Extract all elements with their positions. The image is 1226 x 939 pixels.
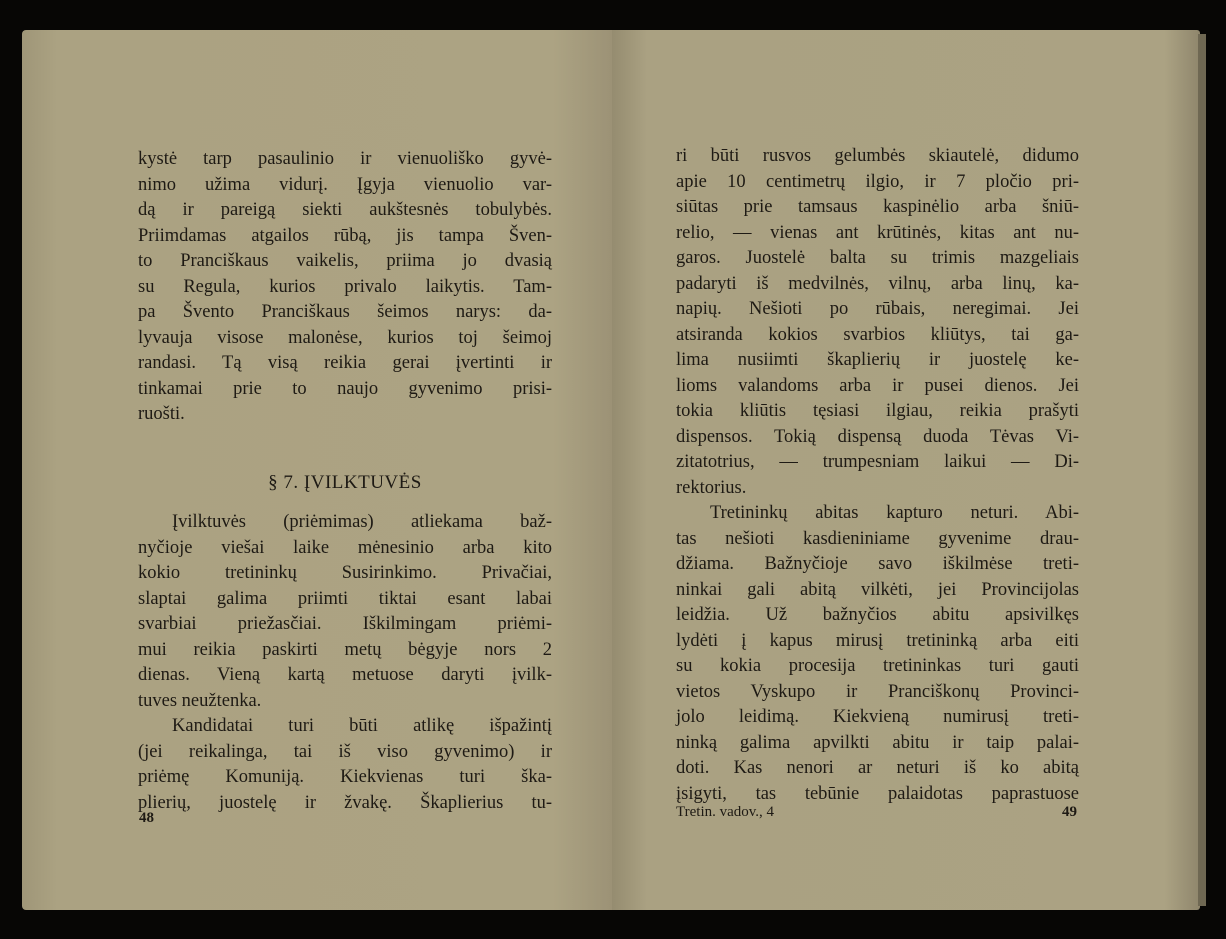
text-line: ruošti. <box>138 404 185 424</box>
text-line: lima nusiimti škaplierių ir juostelę ke- <box>676 350 1079 370</box>
text-line: napių. Nešioti po rūbais, neregimai. Jei <box>676 299 1079 319</box>
text-line: siūtas prie tamsaus kaspinėlio arba šniū- <box>676 197 1079 217</box>
printer-signature: Tretin. vadov., 4 <box>676 804 775 820</box>
text-line: plierių, juostelę ir žvakę. Škaplierius tu- <box>138 792 552 813</box>
section-heading: § 7. ĮVILKTUVĖS <box>268 471 422 493</box>
text-line: mui reikia paskirti metų bėgyje nors 2 <box>138 639 552 660</box>
text-line: lyvauja visose malonėse, kurios toj šeimoj <box>138 327 552 348</box>
text-line: nyčioje viešai laike mėnesinio arba kito <box>138 537 552 558</box>
text-line: dienas. Vieną kartą metuose daryti įvilk- <box>138 665 552 685</box>
text-line: tuves neužtenka. <box>138 690 262 711</box>
book-edge <box>1198 34 1206 906</box>
text-line: garos. Juostelė balta su trimis mazgeliais <box>676 248 1079 268</box>
text-line: rektorius. <box>676 477 747 498</box>
paragraph <box>138 510 552 714</box>
right-page <box>612 30 1200 910</box>
text-line: tokia kliūtis tęsiasi ilgiau, reikia prašyti <box>676 401 1079 421</box>
paragraph <box>138 147 552 428</box>
text-line: su Regula, kurios privalo laikytis. Tam- <box>138 276 552 297</box>
text-line: lydėti į kapus mirusį tretininką arba eiti <box>676 630 1079 651</box>
text-line: to Pranciškaus vaikelis, priima jo dvasią <box>138 251 552 271</box>
text-line: jolo leidimą. Kiekvieną numirusį treti- <box>676 707 1079 727</box>
text-line: lioms valandoms arba ir pusei dienos. Jei <box>676 375 1079 396</box>
text-line: Priimdamas atgailos rūbą, jis tampa Šven- <box>138 225 552 246</box>
text-line: Tretininkų abitas kapturo neturi. Abi- <box>710 503 1079 523</box>
left-page <box>22 30 612 910</box>
left-page-text <box>138 147 552 816</box>
text-line: apie 10 centimetrų ilgio, ir 7 pločio pri- <box>676 171 1079 192</box>
text-line: slaptai galima priimti tiktai esant labai <box>138 588 552 609</box>
text-line: kystė tarp pasaulinio ir vienuoliško gyvė- <box>138 149 552 169</box>
text-line: relio, — vienas ant krūtinės, kitas ant nu- <box>676 222 1079 243</box>
text-line: džiama. Bažnyčioje savo iškilmėse treti- <box>676 554 1079 574</box>
text-line: doti. Kas nenori ar neturi iš ko abitą <box>676 758 1079 778</box>
right-page-text <box>676 144 1079 807</box>
page-number: 49 <box>1062 804 1077 820</box>
text-line: ninkai gali abitą vilkėti, jei Provincijolas <box>676 579 1079 600</box>
text-line: ninką galima apvilkti abitu ir taip palai- <box>676 732 1079 753</box>
text-line: Įvilktuvės (priėmimas) atliekama baž- <box>172 512 552 532</box>
text-line: kokio tretininkų Susirinkimo. Privačiai, <box>138 563 552 583</box>
text-line: svarbiai priežasčiai. Iškilmingam priėmi- <box>138 614 552 634</box>
text-line: padaryti iš medvilnės, vilnų, arba linų, ka- <box>676 273 1079 294</box>
text-line: leidžia. Už bažnyčios abitu apsivilkęs <box>676 605 1079 625</box>
text-line: atsiranda kokios svarbios kliūtys, tai ga- <box>676 324 1079 345</box>
text-line: Kandidatai turi būti atlikę išpažintį <box>172 716 552 736</box>
text-line: nimo užima vidurį. Įgyja vienuolio var- <box>138 174 552 195</box>
paragraph <box>676 144 1079 501</box>
text-line: dispensos. Tokią dispensą duoda Tėvas Vi- <box>676 426 1079 447</box>
text-line: įsigyti, tas tebūnie palaidotas paprastuose <box>676 783 1079 804</box>
text-line: su kokia procesija tretininkas turi gauti <box>676 656 1079 676</box>
paragraph <box>138 714 552 816</box>
text-line: (jei reikalinga, tai iš viso gyvenimo) ir <box>138 741 552 762</box>
paragraph <box>676 501 1079 807</box>
text-line: tinkamai prie to naujo gyvenimo prisi- <box>138 378 552 399</box>
text-line: pa Švento Pranciškaus šeimos narys: da- <box>138 302 552 322</box>
text-line: dą ir pareigą siekti aukštesnės tobulybės. <box>138 200 552 220</box>
page-number: 48 <box>139 810 154 826</box>
text-line: ri būti rusvos gelumbės skiautelė, didumo <box>676 146 1079 166</box>
text-line: vietos Vyskupo ir Pranciškonų Provinci- <box>676 681 1079 702</box>
text-line: randasi. Tą visą reikia gerai įvertinti ir <box>138 353 552 373</box>
text-line: priėmę Komuniją. Kiekvienas turi ška- <box>138 767 552 787</box>
text-line: tas nešioti kasdieniniame gyvenime drau- <box>676 528 1079 549</box>
text-line: zitatotrius, — trumpesniam laikui — Di- <box>676 452 1079 472</box>
